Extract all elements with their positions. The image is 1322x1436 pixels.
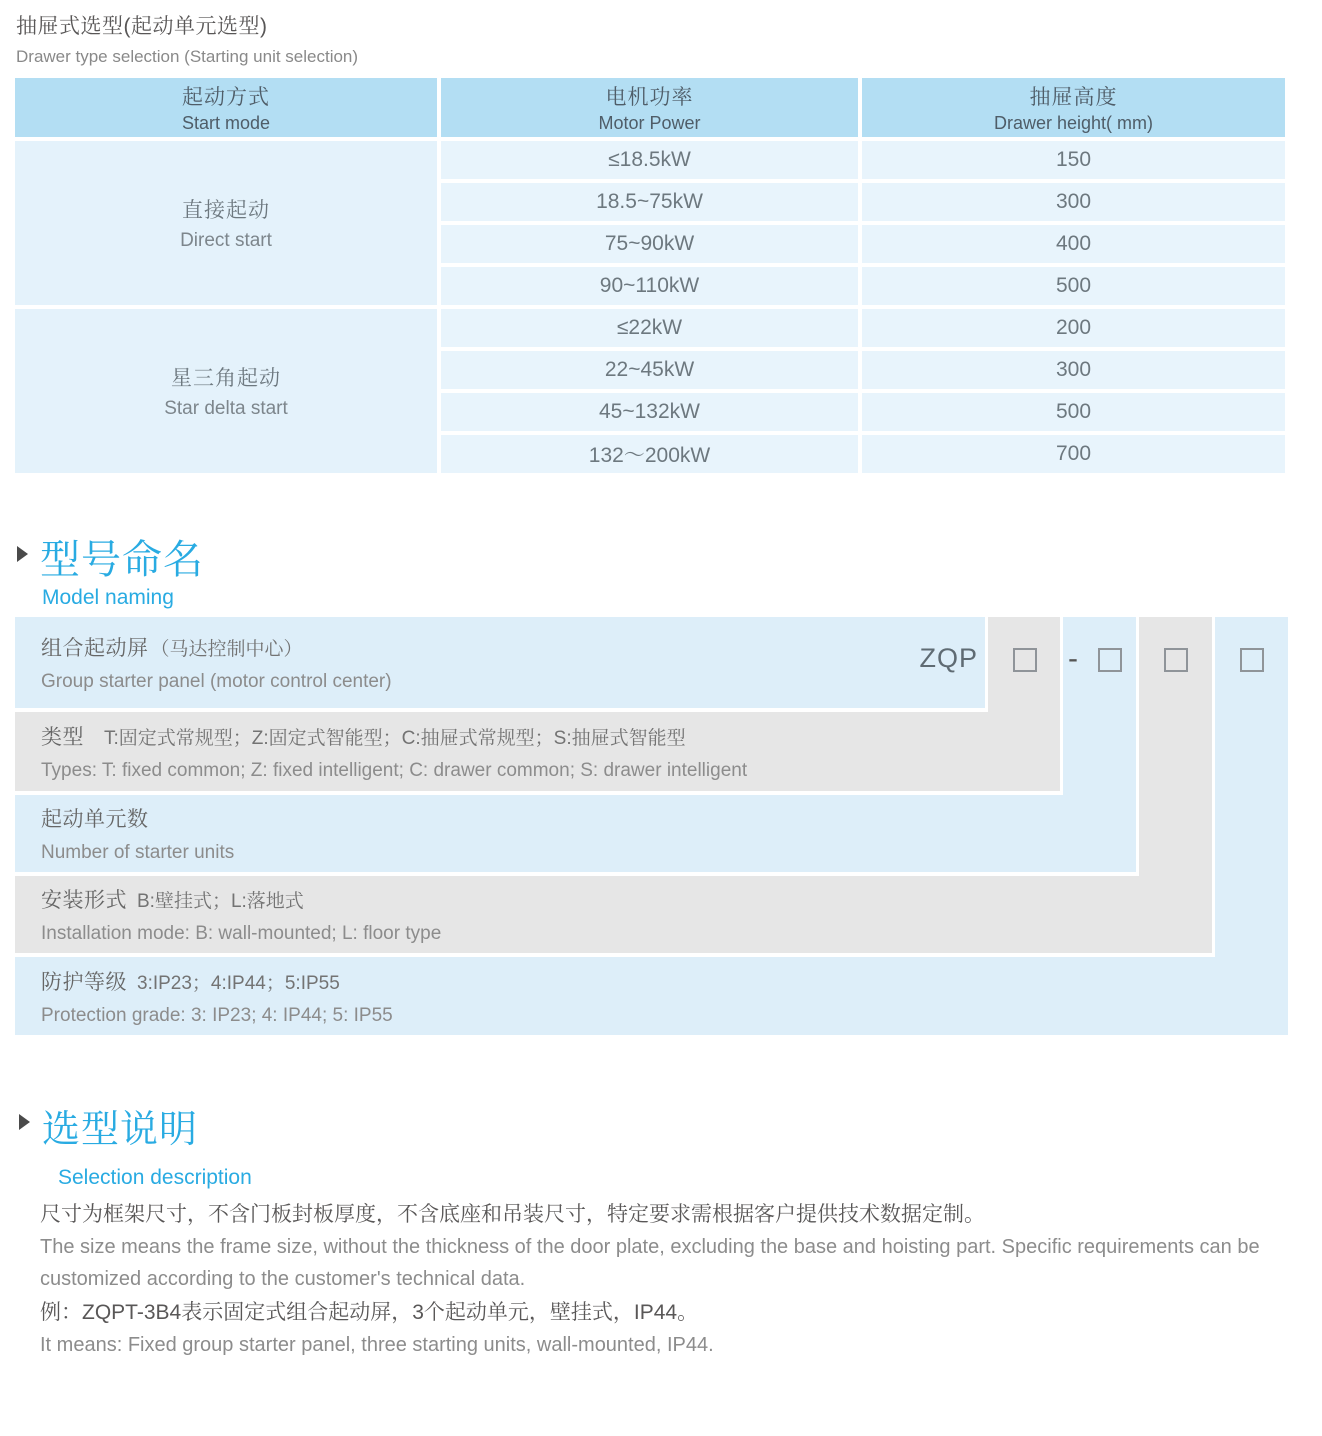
table-header-start-mode bbox=[15, 78, 437, 137]
row-label-cn: 防护等级 bbox=[41, 970, 127, 994]
model-naming-diagram bbox=[0, 617, 1322, 1038]
selection-description-body bbox=[40, 1198, 1288, 1362]
drawer-selection-table bbox=[15, 78, 1285, 473]
page-title-en: Drawer type selection (Starting unit selection) bbox=[16, 47, 359, 66]
table-header-drawer-height bbox=[862, 78, 1285, 137]
description-paragraph-cn: 尺寸为框架尺寸，不含门板封板厚度，不含底座和吊装尺寸，特定要求需根据客户提供技术数据定制。 bbox=[40, 1203, 985, 1226]
height-cell: 300 bbox=[862, 351, 1285, 389]
page-title-cn: 抽屉式选型(起动单元选型) bbox=[16, 15, 268, 38]
header-cn: 抽屉高度 bbox=[1029, 86, 1118, 109]
power-cell: 90~110kW bbox=[441, 267, 858, 305]
selection-description-heading-cn: 选型说明 bbox=[42, 1109, 199, 1151]
row-label-en: Number of starter units bbox=[41, 842, 235, 863]
diagram-row-starter-units bbox=[15, 795, 1136, 872]
model-naming-heading-cn: 型号命名 bbox=[40, 538, 204, 582]
model-code-box-type bbox=[1013, 648, 1037, 672]
power-cell: ≤18.5kW bbox=[441, 141, 858, 179]
header-cn: 电机功率 bbox=[605, 86, 694, 109]
row-label-en: Group starter panel (motor control center) bbox=[41, 671, 392, 692]
height-cell: 500 bbox=[862, 267, 1285, 305]
mode-cell-star-delta-start bbox=[15, 309, 437, 473]
section-arrow-icon bbox=[19, 1114, 30, 1130]
model-code-box-units bbox=[1098, 648, 1122, 672]
diagram-row-types bbox=[15, 712, 1060, 791]
mode-en: Direct start bbox=[180, 230, 272, 251]
model-code-box-protection bbox=[1240, 648, 1264, 672]
height-cell: 500 bbox=[862, 393, 1285, 431]
section-arrow-icon bbox=[17, 546, 28, 562]
header-cn: 起动方式 bbox=[182, 86, 270, 109]
height-cell: 400 bbox=[862, 225, 1285, 263]
row-label-cn: 类型 bbox=[41, 726, 84, 749]
header-en: Motor Power bbox=[598, 113, 701, 133]
row-label-cn: 组合起动屏 bbox=[41, 637, 149, 660]
diagram-row-group-starter-panel bbox=[15, 617, 985, 708]
power-cell: 45~132kW bbox=[441, 393, 858, 431]
height-cell: 700 bbox=[862, 435, 1285, 473]
power-cell: 75~90kW bbox=[441, 225, 858, 263]
description-paragraph-cn: 例：ZQPT-3B4表示固定式组合起动屏，3个起动单元，壁挂式，IP44。 bbox=[40, 1301, 699, 1324]
height-cell: 300 bbox=[862, 183, 1285, 221]
row-label-en: Types: T: fixed common; Z: fixed intelligent; C: drawer common; S: drawer intelligent bbox=[41, 760, 748, 781]
mode-cell-direct-start bbox=[15, 141, 437, 305]
power-cell: 18.5~75kW bbox=[441, 183, 858, 221]
model-code-prefix: ZQP bbox=[919, 643, 978, 673]
mode-cn: 星三角起动 bbox=[171, 367, 281, 390]
diagram-row-installation-mode bbox=[15, 876, 1212, 953]
model-code-box-installation bbox=[1164, 648, 1188, 672]
mode-en: Star delta start bbox=[164, 398, 288, 419]
power-cell: ≤22kW bbox=[441, 309, 858, 347]
height-cell: 200 bbox=[862, 309, 1285, 347]
row-label-en: Protection grade: 3: IP23; 4: IP44; 5: IP55 bbox=[41, 1004, 393, 1026]
row-label-cn: 安装形式 bbox=[41, 889, 127, 912]
page-title-block bbox=[16, 10, 358, 67]
power-cell: 132～200kW bbox=[441, 435, 858, 473]
diagram-row-protection-grade bbox=[15, 957, 1288, 1035]
row-detail-cn: T:固定式常规型；Z:固定式智能型；C:抽屉式常规型；S:抽屉式智能型 bbox=[104, 728, 686, 749]
model-naming-heading-en: Model naming bbox=[42, 586, 174, 609]
row-detail-cn: 3:IP23；4:IP44；5:IP55 bbox=[137, 972, 340, 994]
selection-description-heading-en: Selection description bbox=[58, 1166, 252, 1189]
height-cell: 150 bbox=[862, 141, 1285, 179]
power-cell: 22~45kW bbox=[441, 351, 858, 389]
row-label-en: Installation mode: B: wall-mounted; L: floor type bbox=[41, 923, 442, 944]
row-label-cn: 起动单元数 bbox=[41, 808, 149, 831]
description-paragraph-en: The size means the frame size, without the thickness of the door plate, excluding the base and hoisting part. Specific requirements can be customized according to the customer's technical data. bbox=[40, 1236, 1260, 1290]
row-detail-cn: B:壁挂式；L:落地式 bbox=[137, 891, 304, 912]
model-code-separator: - bbox=[1068, 642, 1078, 675]
row-detail-cn: （马达控制中心） bbox=[150, 639, 303, 660]
mode-cn: 直接起动 bbox=[182, 199, 270, 222]
header-en: Drawer height( mm) bbox=[993, 113, 1154, 133]
header-en: Start mode bbox=[181, 113, 271, 133]
description-paragraph-en: It means: Fixed group starter panel, three starting units, wall-mounted, IP44. bbox=[40, 1334, 714, 1356]
table-header-motor-power bbox=[441, 78, 858, 137]
